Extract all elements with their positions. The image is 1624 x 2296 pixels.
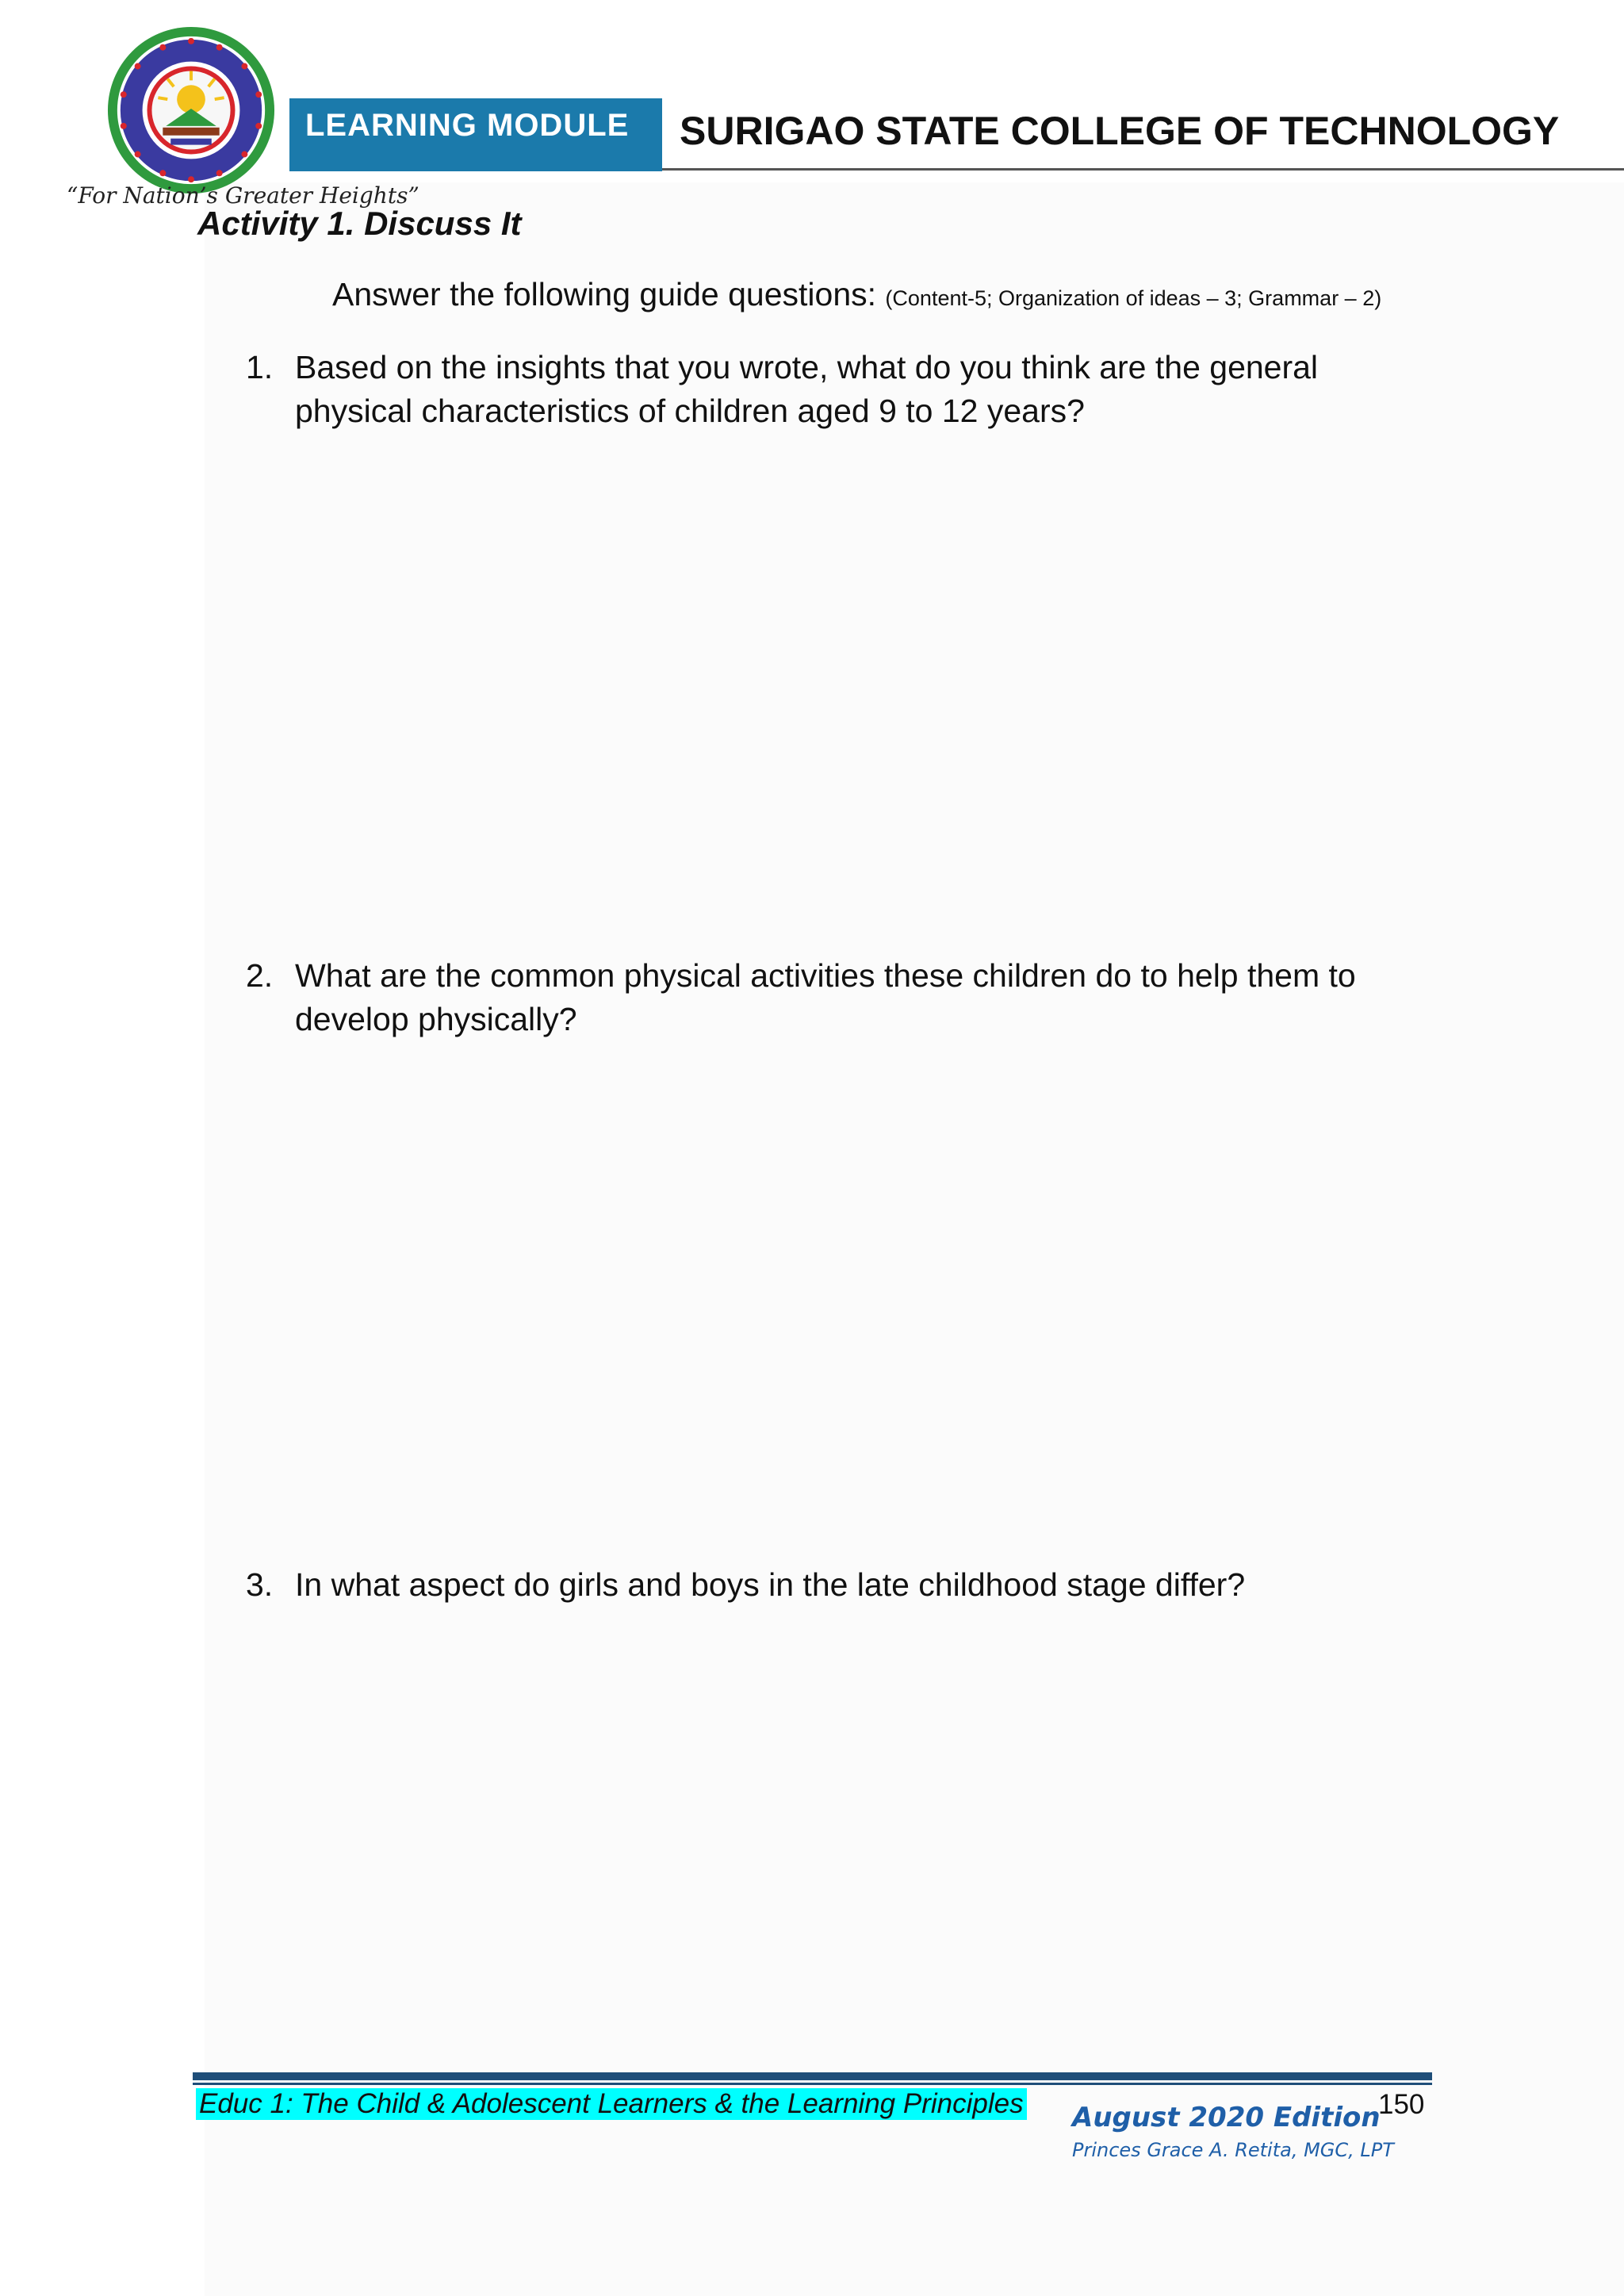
instructions — [332, 276, 1381, 313]
page-number: 150 — [1378, 2089, 1425, 2120]
instructions-text: Answer the following guide questions: — [332, 276, 886, 312]
question-number: 2. — [246, 957, 274, 994]
question-number: 1. — [246, 349, 274, 385]
question-text: In what aspect do girls and boys in the late childhood stage differ? — [295, 1566, 1246, 1603]
college-name: SURIGAO STATE COLLEGE OF TECHNOLOGY — [680, 109, 1560, 153]
grading-rubric: (Content-5; Organization of ideas – 3; Grammar – 2) — [885, 286, 1382, 310]
question-number: 3. — [246, 1566, 274, 1603]
question-item — [246, 346, 1435, 433]
author-name: Princes Grace A. Retita, MGC, LPT — [1072, 2139, 1394, 2161]
page-background — [205, 182, 1624, 2296]
college-motto: “For Nation’s Greater Heights” — [67, 182, 419, 209]
question-item — [246, 1563, 1435, 1607]
question-text: Based on the insights that you wrote, what do you think are the general physical characteristics of children aged 9 to 12 years? — [295, 349, 1319, 429]
footer-divider — [193, 2072, 1432, 2080]
activity-title: Activity 1. Discuss It — [197, 205, 522, 242]
course-title: Educ 1: The Child & Adolescent Learners & the Learning Principles — [196, 2088, 1027, 2120]
footer-divider-thin — [193, 2083, 1432, 2085]
edition-label: August 2020 Edition — [1072, 2102, 1381, 2133]
learning-module-badge: LEARNING MODULE — [289, 98, 662, 171]
college-seal-icon — [105, 24, 278, 197]
question-text: What are the common physical activities these children do to help them to develop physically? — [295, 957, 1356, 1037]
header-divider — [662, 168, 1624, 171]
question-item — [246, 954, 1435, 1041]
